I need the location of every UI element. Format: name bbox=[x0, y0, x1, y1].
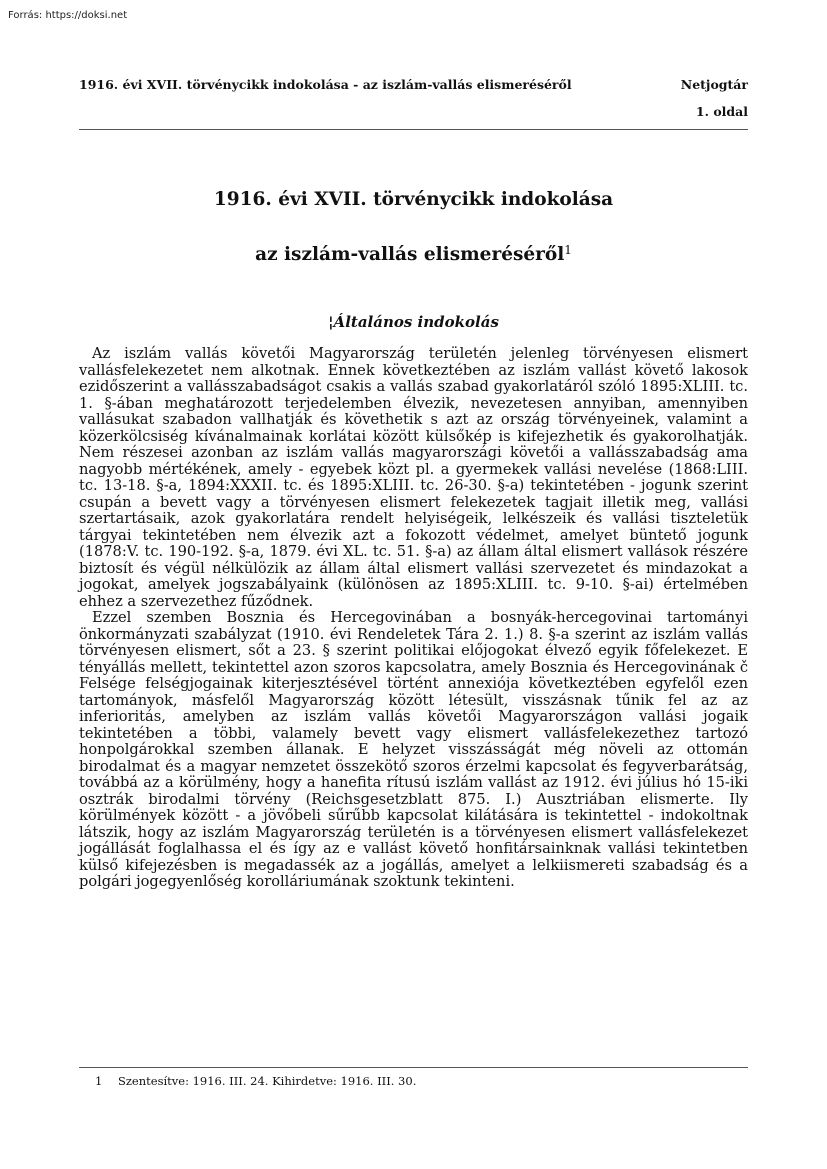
section-heading: ¦Általános indokolás bbox=[328, 313, 499, 331]
source-label: Forrás: https://doksi.net bbox=[8, 10, 128, 21]
document-subtitle bbox=[79, 243, 748, 265]
footnote-divider bbox=[79, 1067, 748, 1068]
header-page-number: 1. oldal bbox=[695, 104, 748, 119]
body-paragraph-2: Ezzel szemben Bosznia és Hercegovinában a bosnyák-hercegovinai tartományi önkormányzati szabályzat (1910. évi Rendeletek Tára 2. 1.) 8. §-a szerint az iszlám vallás törvényesen elismert, sőt a 23. § szerint politikai előjogokat élvező egyik főfelekezet. E tényállás mellett, tekintettel azon szoros kapcsolatra, amely Bosznia és Hercegovinának č Felsége felségjogainak kiterjesztésével történt annexiója következtében egyfelől ezen tartományok, másfelől Magyarország között létesült, visszásnak tűnik fel az az inferioritás, amelyben az iszlám vallás követői Magyarországon vallási jogaik tekintetében a többi, valamely bevett vagy elismert vallásfelekezethez tartozó honpolgárokkal szemben állanak. E helyzet visszásságát még növeli az ottomán birodalmat és a magyar nemzetet összekötő szoros érzelmi kapcsolat és fegyverbarátság, továbbá az a körülmény, hogy a hanefita rítusú iszlám vallást az 1912. évi július hó 15-iki osztrák birodalmi törvény (Reichsgesetzblatt 875. I.) Ausztriában elismerte. Ily körülmények között - a jövőbeli sűrűbb kapcsolat kilátására is tekintettel - indokoltnak látszik, hogy az iszlám Magyarország területén is a törvényesen elismert vallásfelekezet jogállását foglalhassa el és így az e vallást követő honfitársainknak vallási tekintetben külső kifejezésben is megadassék az a jogállás, amelyet a lelkiismereti szabadság és a polgári jogegyenlőség korolláriumának szoktunk tekinteni. bbox=[79, 609, 748, 890]
body-paragraph-1: Az iszlám vallás követői Magyarország területén jelenleg törvényesen elismert vallásfelekezetet nem alkotnak. Ennek következtében az iszlám vallást követő lakosok ezidőszerint a vallásszabadságot csakis a vallás szabad gyakorlatáról szóló 1895:XLIII. tc. 1. §-ában meghatározott terjedelemben élvezik, nevezetesen annyiban, amennyiben vallásukat szabadon vallhatják és követhetik s azt az ország törvényeinek, valamint a közerkölcsiség kívánalmainak korlátai között külsőkép is kifejezhetik és gyakorolhatják. Nem részesei azonban az iszlám vallás magyarországi követői a vallásszabadság ama nagyobb mértékének, amely - egyebek közt pl. a gyermekek vallási nevelése (1868:LIII. tc. 13-18. §-a, 1894:XXXII. tc. és 1895:XLIII. tc. 26-30. §-a) tekintetében - jogunk szerint csupán a bevett vagy a törvényesen elismert felekezetek tagjait illetik meg, vallási szertartásaik, azok gyakorlatára rendelt helyiségeik, lelkészeik és vallási tiszteletük tárgyai tekintetében nem élvezik azt a fokozott védelmet, amelyet büntető jogunk (1878:V. tc. 190-192. §-a, 1879. évi XL. tc. 51. §-a) az állam által elismert vallások részére biztosít és végül nélkülözik az állam által elismert vallási szervezetet és mindazokat a jogokat, amelyek jogszabályaink (különösen az 1895:XLIII. tc. 9-10. §-ai) értelmében ehhez a szervezethez fűződnek. bbox=[79, 345, 748, 610]
document-subtitle-text: az iszlám-vallás elismeréséről bbox=[255, 244, 565, 265]
footnote-number: 1 bbox=[95, 1074, 103, 1088]
body-text bbox=[79, 346, 748, 891]
document-title: 1916. évi XVII. törvénycikk indokolása bbox=[213, 189, 614, 210]
page-header bbox=[79, 77, 748, 130]
footnote-reference[interactable]: 1 bbox=[564, 243, 572, 257]
header-title: 1916. évi XVII. törvénycikk indokolása - az iszlám-vallás elismeréséről bbox=[79, 77, 572, 92]
header-publisher: Netjogtár bbox=[680, 77, 748, 92]
footnote-text: Szentesítve: 1916. III. 24. Kihirdetve: 1916. III. 30. bbox=[118, 1074, 417, 1088]
footnote bbox=[95, 1074, 416, 1088]
